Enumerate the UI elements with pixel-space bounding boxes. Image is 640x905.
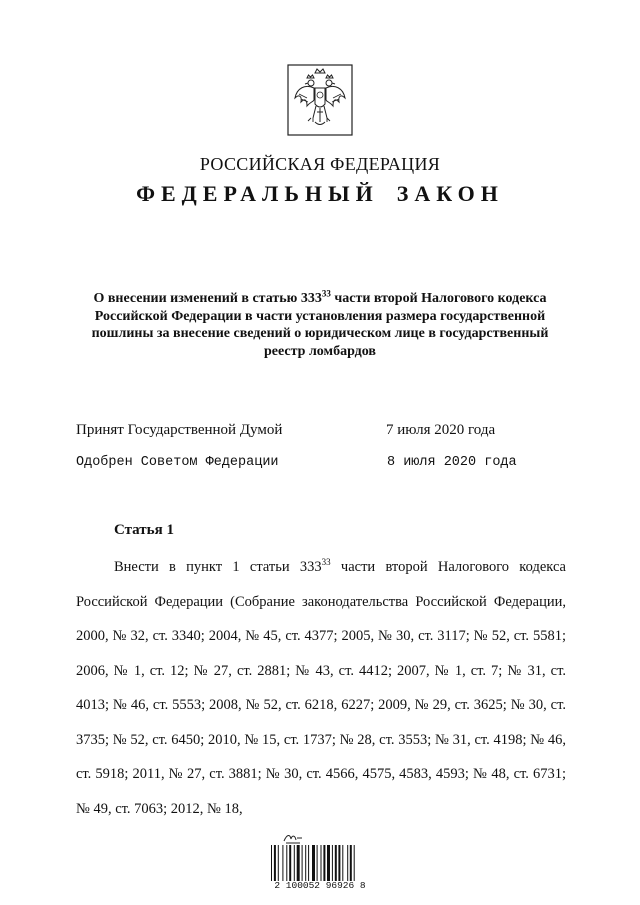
article-body [76, 550, 566, 826]
law-type-word-2: ЗАКОН [396, 181, 504, 206]
law-title-part2: части второй Налогового кодекса Российской Федерации в части установления размера государственной пошлины за внесение сведений о юридическом лице в государственный реестр ломбардов [91, 291, 549, 359]
article-text-part1: Внести в пункт 1 статьи 333 [114, 559, 322, 575]
barcode-number: 2 100052 96926 8 [274, 880, 366, 891]
barcode-icon [268, 845, 372, 881]
law-type-heading [0, 181, 640, 207]
law-type-word-1: ФЕДЕРАЛЬНЫЙ [136, 181, 379, 206]
coat-of-arms-icon [287, 64, 353, 136]
law-title-part1: О внесении изменений в статью 333 [93, 291, 322, 306]
duma-label: Принят Государственной Думой [76, 422, 283, 438]
country-name: РОССИЙСКАЯ ФЕДЕРАЦИЯ [199, 154, 441, 174]
barcode-block [268, 832, 372, 892]
article-text-part2: части второй Налогового кодекса Российской Федерации (Собрание законодательства Российской Федерации, 2000, № 32, ст. 3340; 2004, № 45, ст. 4377; 2005, № 30, ст. 3117; № 52, ст. 5581; 2006, № 1, ст. 12; № 27, ст. 2881; № 43, ст. 4412; 2007, № 1, ст. 7; № 31, ст. 4013; № 46, ст. 5553; 2008, № 52, ст. 6218, 6227; 2009, № 29, ст. 3625; № 30, ст. 3735; № 52, ст. 6450; 2010, № 15, ст. 1737; № 28, ст. 3553; № 31, ст. 4198; № 46, ст. 5918; 2011, № 27, ст. 3881; № 30, ст. 4566, 4575, 4583, 4593; № 48, ст. 6731; № 49, ст. 7063; 2012, № 18, [76, 559, 566, 817]
article-text-superscript: 33 [321, 557, 331, 568]
law-title [90, 290, 550, 360]
council-date: 8 июля 2020 года [387, 455, 517, 470]
signature-mark-icon [282, 832, 304, 844]
duma-date: 7 июля 2020 года [386, 422, 496, 438]
council-label: Одобрен Советом Федерации [76, 455, 279, 470]
article-heading: Статья 1 [114, 522, 174, 538]
law-title-superscript: 33 [321, 288, 331, 299]
